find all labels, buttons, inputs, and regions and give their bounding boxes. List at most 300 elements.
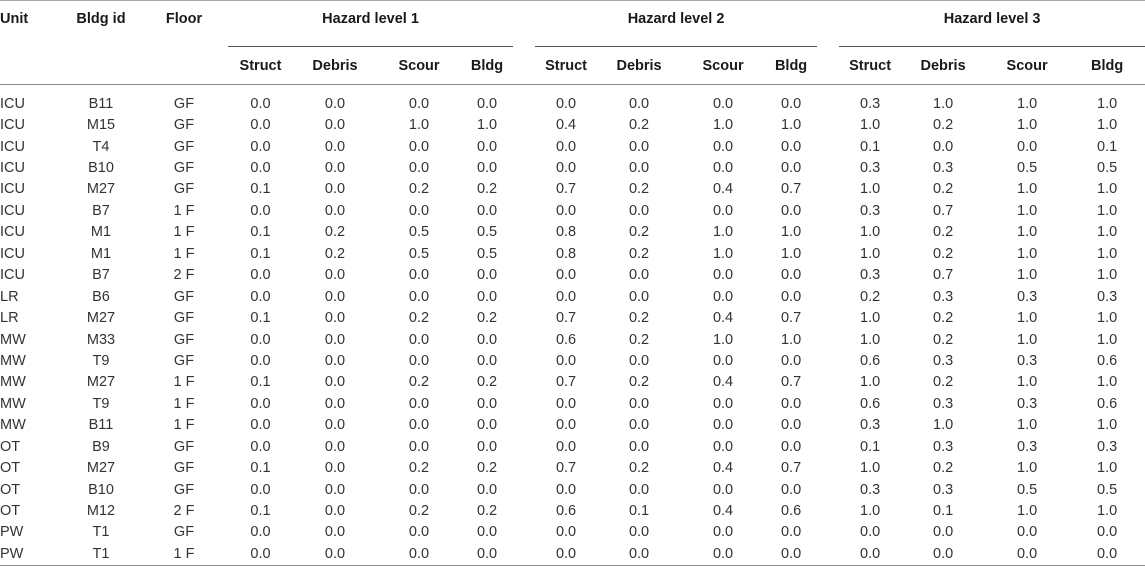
cell-hl2-scour: 0.0 [681,543,765,565]
cell-hl1-struct: 0.1 [250,181,271,198]
cell-hl1-struct: 0.0 [250,481,271,498]
cell-hl2-scour: 0.0 [712,524,734,541]
cell-unit: PW [0,543,52,565]
cell-hl1-struct: 0.0 [250,117,271,134]
cell-hl1-debris: 0.0 [324,481,346,498]
cell-hl3-scour: 0.3 [1017,288,1038,305]
cell-hl2-struct: 0.8 [555,224,577,241]
cell-hl1-scour: 0.2 [408,460,430,477]
cell-bldg-id: B10 [88,481,114,498]
cell-hl1-struct: 0.1 [250,310,271,327]
cell-hl3-struct: 1.0 [860,310,881,327]
cell-hl1-bldg: 1.0 [476,117,498,134]
cell-hl1-debris: 0.0 [324,160,346,177]
cell-hl1-struct: 0.0 [250,438,271,455]
cell-hl1-struct: 0.0 [250,395,271,412]
cell-floor: GF [173,160,195,177]
cell-floor: 1 F [173,395,195,412]
table-row [0,543,1145,565]
cell-hl3-bldg: 1.0 [1097,310,1118,327]
cell-hl3-scour: 1.0 [1017,331,1038,348]
cell-hl2-struct: 0.0 [535,85,597,115]
cell-hl1-struct: 0.0 [250,331,271,348]
cell-unit: OT [0,438,21,455]
cell-hl2-scour: 0.0 [712,267,734,284]
cell-bldg-id: B11 [88,417,114,434]
cell-hl1-debris: 0.0 [324,417,346,434]
cell-unit: LR [0,310,19,327]
table-row [0,307,1145,328]
cell-floor: GF [173,460,195,477]
cell-floor: 1 F [173,245,195,262]
cell-hl3-debris: 0.3 [933,438,954,455]
cell-hl3-debris: 0.0 [933,138,954,155]
subheader-bldg: Bldg [1091,58,1124,74]
cell-hl3-struct: 0.3 [860,417,881,434]
cell-hl3-debris: 0.2 [933,224,954,241]
cell-hl2-scour: 0.4 [712,181,734,198]
cell-hl1-scour: 0.2 [408,181,430,198]
table-row [0,479,1145,500]
cell-bldg-id: B7 [92,267,110,284]
header-hazard-level-3: Hazard level 3 [839,1,1145,47]
cell-hl3-struct: 0.1 [860,438,881,455]
cell-hl3-scour: 1.0 [1017,310,1038,327]
cell-hl3-scour: 1.0 [1017,374,1038,391]
cell-hl1-struct: 0.0 [250,524,271,541]
cell-floor: 2 F [173,503,195,520]
cell-hl3-struct: 1.0 [860,331,881,348]
cell-hl1-debris: 0.0 [324,138,346,155]
cell-hl2-scour: 0.0 [712,438,734,455]
cell-unit: MW [0,417,26,434]
cell-hl2-debris: 0.0 [628,395,650,412]
cell-hl1-bldg: 0.0 [476,352,498,369]
cell-hl1-bldg: 0.0 [476,524,498,541]
cell-hl2-struct: 0.7 [555,460,577,477]
cell-hl2-struct: 0.4 [555,117,577,134]
cell-hl2-debris: 0.2 [628,117,650,134]
cell-bldg-id: M15 [86,117,116,134]
cell-hl1-struct: 0.1 [250,374,271,391]
cell-hl1-bldg: 0.2 [476,374,498,391]
cell-hl3-bldg: 1.0 [1097,117,1118,134]
cell-bldg-id: B9 [92,438,110,455]
table-row [0,436,1145,457]
cell-hl2-struct: 0.0 [555,288,577,305]
cell-hl1-bldg: 0.5 [476,224,498,241]
cell-hl3-bldg: 0.0 [1097,524,1118,541]
cell-hl3-scour: 1.0 [1017,245,1038,262]
cell-floor: 1 F [173,202,195,219]
cell-hl1-struct: 0.0 [250,288,271,305]
cell-hl1-scour: 0.0 [408,481,430,498]
cell-bldg-id: M27 [86,181,116,198]
cell-hl1-struct: 0.1 [250,245,271,262]
cell-hl3-scour: 0.5 [1017,160,1038,177]
cell-unit: LR [0,288,19,305]
cell-hl2-scour: 1.0 [712,245,734,262]
cell-bldg-id: B6 [92,288,110,305]
cell-hl3-bldg: 0.0 [1069,543,1145,565]
cell-hl1-scour: 0.0 [377,543,461,565]
subheader-debris: Debris [920,58,966,74]
cell-unit: ICU [0,181,25,198]
cell-hl3-scour: 1.0 [1017,117,1038,134]
cell-hl2-bldg: 0.0 [780,438,802,455]
table-row [0,372,1145,393]
table-row [0,286,1145,307]
cell-hl3-struct: 0.3 [860,481,881,498]
cell-hl3-debris: 0.7 [933,202,954,219]
cell-hl3-bldg: 1.0 [1097,460,1118,477]
cell-hl3-debris: 0.7 [933,267,954,284]
cell-hl2-debris: 0.0 [628,202,650,219]
cell-floor: GF [173,181,195,198]
cell-hl3-debris: 0.3 [933,352,954,369]
cell-hl2-struct: 0.0 [535,543,597,565]
cell-hl1-bldg: 0.0 [461,543,513,565]
cell-hl3-debris: 0.0 [901,543,985,565]
subheader-scour: Scour [398,58,440,74]
cell-hl1-bldg: 0.0 [476,395,498,412]
cell-bldg-id: T4 [92,138,110,155]
cell-hl2-bldg: 0.0 [780,352,802,369]
cell-hl2-struct: 0.0 [555,352,577,369]
cell-hl2-debris: 0.0 [628,352,650,369]
cell-bldg-id: M12 [86,503,116,520]
cell-unit: PW [0,524,24,541]
cell-hl1-debris: 0.0 [324,438,346,455]
subheader-bldg: Bldg [470,58,504,74]
cell-hl3-bldg: 1.0 [1097,503,1118,520]
cell-hl3-struct: 1.0 [860,181,881,198]
cell-hl3-debris: 0.2 [933,181,954,198]
cell-hl3-bldg: 0.3 [1097,288,1118,305]
cell-hl1-struct: 0.0 [250,267,271,284]
cell-hl2-debris: 0.0 [628,481,650,498]
cell-hl2-debris: 0.0 [628,288,650,305]
table-row [0,243,1145,264]
cell-hl2-struct: 0.7 [555,310,577,327]
cell-hl2-debris: 0.0 [628,160,650,177]
subheader-struct: Struct [849,58,892,74]
cell-hl3-debris: 1.0 [933,417,954,434]
table-row [0,200,1145,221]
cell-hl2-scour: 1.0 [712,331,734,348]
cell-hl3-scour: 1.0 [1017,417,1038,434]
table-row [0,157,1145,178]
table-body [0,85,1145,566]
cell-hl1-struct: 0.1 [250,224,271,241]
cell-hl1-scour: 0.0 [408,524,430,541]
cell-hl2-scour: 0.4 [712,503,734,520]
cell-unit: OT [0,481,21,498]
cell-hl2-debris: 0.0 [597,543,681,565]
cell-hl1-scour: 0.0 [408,331,430,348]
cell-bldg-id: M1 [90,224,112,241]
cell-hl1-scour: 0.0 [408,352,430,369]
cell-bldg-id: T1 [92,524,110,541]
cell-hl1-bldg: 0.0 [476,417,498,434]
cell-hl3-bldg: 1.0 [1097,245,1118,262]
cell-hl2-bldg: 0.7 [780,181,802,198]
table-row [0,85,1145,115]
cell-hl2-scour: 1.0 [712,224,734,241]
cell-hl3-debris: 1.0 [901,85,985,115]
cell-hl3-bldg: 0.5 [1097,481,1118,498]
cell-hl2-bldg: 0.0 [780,417,802,434]
cell-hl2-bldg: 0.0 [780,481,802,498]
cell-hl2-bldg: 0.0 [780,138,802,155]
cell-hl1-bldg: 0.5 [476,245,498,262]
cell-hl2-scour: 0.0 [712,352,734,369]
table-row [0,136,1145,157]
cell-hl1-debris: 0.0 [293,85,377,115]
cell-hl3-struct: 1.0 [860,460,881,477]
cell-bldg-id: M27 [86,460,116,477]
cell-hl3-scour: 1.0 [1017,181,1038,198]
cell-hl1-debris: 0.2 [324,224,346,241]
cell-hl1-debris: 0.0 [293,543,377,565]
cell-bldg-id: B10 [88,160,114,177]
cell-hl1-struct: 0.0 [250,138,271,155]
cell-hl1-bldg: 0.0 [476,331,498,348]
cell-hl3-struct: 0.0 [860,524,881,541]
cell-hl1-debris: 0.0 [324,352,346,369]
cell-hl1-debris: 0.0 [324,331,346,348]
cell-hl2-scour: 0.0 [712,395,734,412]
cell-hl1-scour: 0.0 [408,138,430,155]
cell-hl1-scour: 0.5 [408,224,430,241]
cell-bldg-id: B7 [92,202,110,219]
cell-hl1-scour: 0.0 [408,417,430,434]
subheader-bldg: Bldg [774,58,808,74]
cell-hl1-debris: 0.0 [324,395,346,412]
cell-hl1-struct: 0.1 [250,460,271,477]
cell-hl1-struct: 0.0 [250,352,271,369]
table-row [0,222,1145,243]
cell-unit: ICU [0,160,25,177]
cell-hl2-scour: 0.4 [712,460,734,477]
cell-hl2-bldg: 1.0 [780,331,802,348]
cell-unit: OT [0,460,21,477]
cell-hl1-debris: 0.0 [324,310,346,327]
header-unit: Unit [0,1,52,47]
cell-hl2-debris: 0.1 [628,503,650,520]
table-row [0,329,1145,350]
cell-hl2-debris: 0.2 [628,374,650,391]
cell-hl2-scour: 0.0 [681,85,765,115]
cell-hl2-bldg: 0.7 [780,374,802,391]
cell-hl1-debris: 0.0 [324,524,346,541]
cell-hl3-struct: 0.6 [860,395,881,412]
cell-hl2-debris: 0.0 [628,138,650,155]
cell-bldg-id: B11 [52,85,150,115]
subheader-scour: Scour [1006,58,1048,74]
cell-hl3-debris: 0.2 [933,331,954,348]
cell-hl3-debris: 0.3 [933,395,954,412]
cell-hl2-bldg: 0.0 [765,543,817,565]
cell-hl3-scour: 1.0 [1017,460,1038,477]
cell-hl2-struct: 0.0 [555,524,577,541]
cell-hl1-bldg: 0.2 [476,503,498,520]
cell-hl1-debris: 0.0 [324,181,346,198]
cell-unit: ICU [0,267,25,284]
cell-hl3-bldg: 1.0 [1097,331,1118,348]
cell-hl3-debris: 0.2 [933,460,954,477]
cell-hl1-bldg: 0.0 [476,160,498,177]
cell-hl2-struct: 0.7 [555,181,577,198]
cell-hl1-debris: 0.0 [324,202,346,219]
table-row [0,350,1145,371]
cell-hl2-struct: 0.0 [555,160,577,177]
cell-hl1-scour: 1.0 [408,117,430,134]
cell-hl3-bldg: 1.0 [1097,417,1118,434]
cell-bldg-id: T9 [92,352,110,369]
table-row [0,415,1145,436]
cell-hl2-bldg: 0.0 [780,202,802,219]
cell-bldg-id: M27 [86,310,116,327]
cell-hl1-scour: 0.0 [408,288,430,305]
cell-hl3-scour: 1.0 [1017,224,1038,241]
cell-hl3-debris: 0.2 [933,374,954,391]
cell-hl2-bldg: 0.0 [780,160,802,177]
cell-hl1-struct: 0.0 [228,85,293,115]
table-row [0,500,1145,521]
cell-floor: GF [173,288,195,305]
cell-floor: GF [173,352,195,369]
cell-hl2-struct: 0.0 [555,138,577,155]
cell-hl2-struct: 0.7 [555,374,577,391]
cell-unit: ICU [0,138,25,155]
cell-hl1-scour: 0.0 [408,202,430,219]
cell-hl3-struct: 0.1 [860,138,881,155]
header-hazard-level-1: Hazard level 1 [228,1,513,47]
cell-unit: ICU [0,202,25,219]
cell-hl2-debris: 0.2 [628,181,650,198]
cell-unit: MW [0,352,26,369]
cell-hl3-bldg: 1.0 [1069,85,1145,115]
cell-hl2-scour: 0.4 [712,310,734,327]
cell-hl1-struct: 0.0 [250,160,271,177]
cell-hl1-struct: 0.0 [250,417,271,434]
subheader-scour: Scour [702,58,744,74]
cell-hl3-debris: 0.0 [933,524,954,541]
cell-hl2-debris: 0.2 [628,460,650,477]
cell-hl1-scour: 0.2 [408,503,430,520]
cell-hl1-bldg: 0.2 [476,181,498,198]
table-row [0,114,1145,135]
cell-hl2-struct: 0.0 [555,395,577,412]
cell-hl1-debris: 0.0 [324,117,346,134]
cell-hl1-bldg: 0.0 [476,267,498,284]
cell-floor: GF [173,438,195,455]
cell-hl1-scour: 0.0 [377,85,461,115]
cell-hl3-bldg: 1.0 [1097,224,1118,241]
header-floor: Floor [150,1,218,47]
subheader-debris: Debris [312,58,358,74]
cell-hl2-bldg: 0.7 [780,310,802,327]
cell-hl3-struct: 1.0 [860,503,881,520]
cell-hl2-bldg: 0.0 [780,524,802,541]
cell-hl2-bldg: 0.0 [780,267,802,284]
cell-hl2-struct: 0.0 [555,202,577,219]
cell-hl2-debris: 0.2 [628,224,650,241]
cell-hl3-struct: 0.3 [860,160,881,177]
cell-hl2-bldg: 0.7 [780,460,802,477]
cell-hl1-scour: 0.0 [408,395,430,412]
cell-unit: ICU [0,224,25,241]
cell-hl2-debris: 0.0 [628,267,650,284]
table-row [0,457,1145,478]
cell-hl3-struct: 1.0 [860,224,881,241]
subheader-struct: Struct [545,58,587,74]
cell-hl3-bldg: 1.0 [1097,374,1118,391]
cell-hl1-debris: 0.2 [324,245,346,262]
cell-hl2-struct: 0.6 [555,331,577,348]
cell-hl2-struct: 0.0 [555,267,577,284]
cell-hl2-struct: 0.8 [555,245,577,262]
cell-hl3-scour: 1.0 [1017,267,1038,284]
table-row [0,179,1145,200]
cell-hl3-struct: 1.0 [860,374,881,391]
cell-hl3-scour: 0.0 [985,543,1069,565]
cell-hl3-bldg: 0.3 [1097,438,1118,455]
cell-hl2-bldg: 1.0 [780,224,802,241]
cell-hl1-debris: 0.0 [324,267,346,284]
cell-hl2-bldg: 0.0 [780,288,802,305]
cell-hl1-debris: 0.0 [324,288,346,305]
cell-hl1-bldg: 0.0 [476,202,498,219]
cell-hl3-struct: 0.2 [860,288,881,305]
cell-hl3-debris: 0.2 [933,310,954,327]
cell-hl3-scour: 1.0 [1017,503,1038,520]
cell-hl2-struct: 0.0 [555,417,577,434]
cell-hl3-scour: 0.0 [1017,524,1038,541]
cell-floor: GF [173,117,195,134]
cell-hl2-debris: 0.0 [628,438,650,455]
cell-hl2-bldg: 0.0 [780,395,802,412]
cell-unit: MW [0,331,26,348]
cell-hl2-debris: 0.2 [628,331,650,348]
cell-hl3-debris: 0.2 [933,245,954,262]
header-bldg-id: Bldg id [52,1,150,47]
cell-hl1-scour: 0.2 [408,310,430,327]
cell-hl2-debris: 0.0 [628,524,650,541]
table-row [0,522,1145,543]
cell-hl3-struct: 1.0 [860,117,881,134]
cell-hl3-scour: 0.0 [1017,138,1038,155]
cell-hl2-struct: 0.0 [555,438,577,455]
cell-hl1-bldg: 0.2 [476,460,498,477]
cell-hl3-debris: 0.2 [933,117,954,134]
cell-hl3-struct: 0.0 [839,543,901,565]
cell-hl2-bldg: 1.0 [780,117,802,134]
cell-hl3-struct: 0.3 [839,85,901,115]
cell-hl2-debris: 0.2 [628,310,650,327]
cell-unit: ICU [0,85,52,115]
cell-hl3-struct: 0.6 [860,352,881,369]
cell-hl3-bldg: 0.1 [1097,138,1118,155]
cell-bldg-id: T1 [52,543,150,565]
cell-hl3-struct: 1.0 [860,245,881,262]
cell-hl2-bldg: 0.6 [780,503,802,520]
cell-hl1-bldg: 0.0 [476,481,498,498]
cell-unit: ICU [0,117,25,134]
cell-hl2-scour: 0.0 [712,160,734,177]
cell-hl2-scour: 0.4 [712,374,734,391]
